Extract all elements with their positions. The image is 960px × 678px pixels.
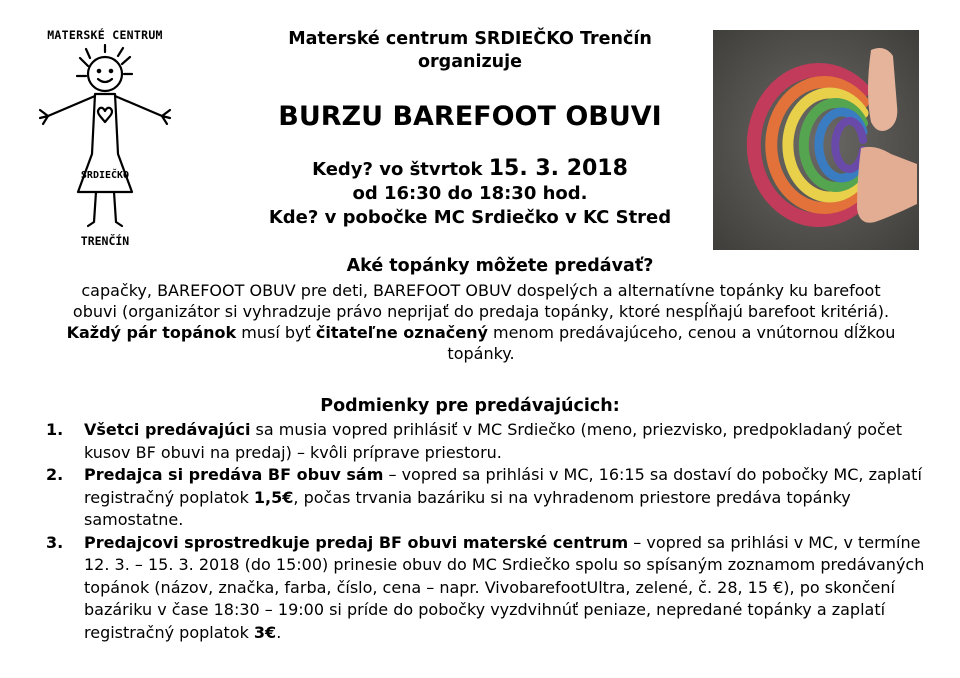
item-fee: 3€ (253, 622, 277, 642)
list-item (46, 464, 926, 532)
conditions-list (46, 419, 926, 644)
girl-heart-logo-icon (30, 44, 180, 234)
event-location: Kde? v pobočke MC Srdiečko v KC Stred (268, 207, 672, 228)
organizer-block (200, 28, 740, 74)
logo-top-text: MATERSKÉ CENTRUM (47, 28, 163, 42)
item-text: sa musia vopred prihlásiť v MC Srdiečko (meno, priezvisko, predpokladaný počet kusov BF obuvi na predaj) – kvôli príprave priestoru. (84, 420, 902, 462)
shoes-text: capačky, BAREFOOT OBUV pre deti, BAREFOOT OBUV dospelých a alternatívne topánky ku barefoot obuvi (organizátor si vyhradzuje právo neprijať do predaja topánky, ktoré nespĺňajú barefoot kritériá). (72, 281, 890, 321)
list-item (46, 419, 926, 464)
event-details (200, 157, 740, 230)
rainbow-chalk-icon (713, 30, 919, 250)
shoes-text-end: menom predávajúceho, cenou a vnútornou dĺžkou topánky. (447, 323, 896, 363)
item-bold: Predajcovi sprostredkuje predaj BF obuvi materské centrum (84, 532, 629, 552)
conditions-heading: Podmienky pre predávajúcich: (320, 396, 620, 416)
logo-belt-text: SRDIEČKO (80, 170, 130, 181)
date-label: Kedy? vo štvrtok (312, 159, 489, 180)
rainbow-photo (713, 30, 919, 250)
organizer-line: Materské centrum SRDIEČKO Trenčín (288, 29, 652, 49)
list-number: 2. (46, 465, 64, 484)
page-title: BURZU BAREFOOT OBUVI (278, 101, 662, 132)
shoes-bold-label: čitateľne označený (315, 323, 488, 342)
event-date: 15. 3. 2018 (488, 156, 628, 181)
logo-bottom-text: TRENČÍN (80, 234, 130, 248)
shoes-answer (58, 280, 904, 364)
shoes-question: Aké topánky môžete predávať? (346, 256, 654, 276)
event-time: od 16:30 do 18:30 hod. (352, 183, 588, 204)
event-date-line (200, 157, 740, 182)
item-bold: Všetci predávajúci (84, 420, 251, 439)
list-number: 1. (46, 420, 64, 439)
item-text: – vopred sa prihlási v MC, 16:15 sa dostaví do pobočky MC, zaplatí registračný poplatok (84, 465, 922, 507)
shoes-bold-pair: Každý pár topánok (66, 323, 237, 342)
shoes-text-mid: musí byť (236, 323, 316, 342)
item-bold: Predajca si predáva BF obuv sám (84, 465, 384, 484)
list-number: 3. (46, 532, 64, 552)
list-item (46, 532, 926, 645)
item-text-end: . (276, 622, 282, 642)
item-fee: 1,5€ (253, 487, 294, 507)
item-text-end: , počas trvania bazáriku si na vyhradenom priestore predáva topánky samostatne. (84, 487, 851, 529)
organizer-verb: organizuje (418, 52, 522, 72)
logo (30, 28, 180, 258)
item-text: – vopred sa prihlási v MC, v termíne 12. 3. – 15. 3. 2018 (do 15:00) prinesie obuv do MC Srdiečko spolu so spísaným zoznamom predávaných topánok (názov, značka, farba, číslo, cena – napr. VivobarefootUltra, zelené, č. 28, 15 €), po skončení bazáriku v čase 18:30 – 19:00 si príde do pobočky vyzdvihnúť peniaze, nepredané topánky a zaplatí registračný poplatok (84, 532, 925, 642)
